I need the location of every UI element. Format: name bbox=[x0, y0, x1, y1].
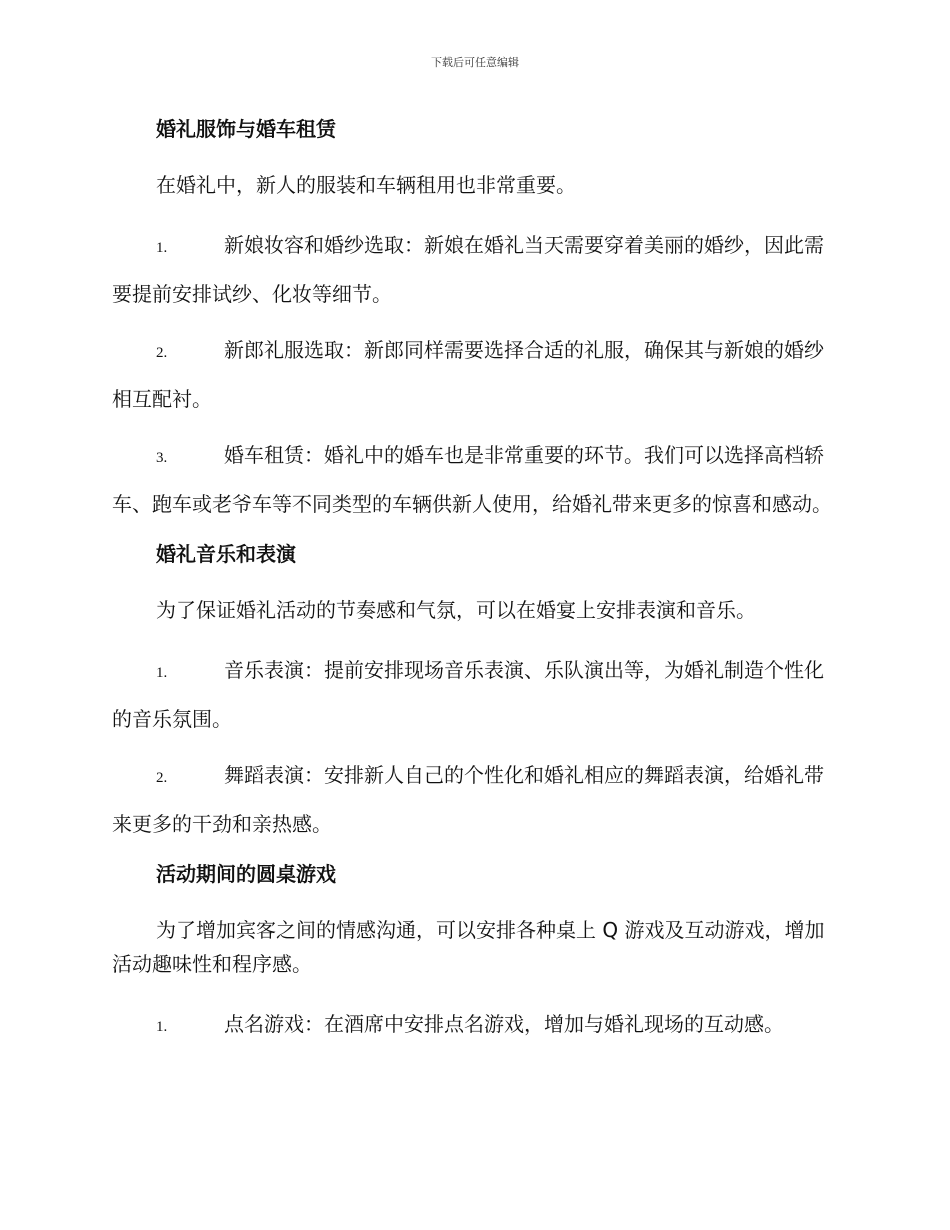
list-item-text: 新郎礼服选取：新郎同样需要选择合适的礼服，确保其与新娘的婚纱相互配衬。 bbox=[112, 338, 824, 411]
section-heading: 婚礼服饰与婚车租赁 bbox=[156, 117, 336, 141]
section-heading: 婚礼音乐和表演 bbox=[156, 542, 296, 566]
list-item-number: 1. bbox=[156, 1019, 168, 1035]
list-item bbox=[112, 752, 832, 847]
header-note: 下载后可任意编辑 bbox=[431, 56, 519, 69]
section-heading: 活动期间的圆桌游戏 bbox=[156, 862, 336, 886]
list-item-text: 婚车租赁：婚礼中的婚车也是非常重要的环节。我们可以选择高档轿车、跑车或老爷车等不同类型的车辆供新人使用，给婚礼带来更多的惊喜和感动。 bbox=[112, 443, 832, 516]
section-intro: 在婚礼中，新人的服装和车辆租用也非常重要。 bbox=[156, 173, 576, 197]
list-item bbox=[112, 222, 832, 317]
section-intro: 为了保证婚礼活动的节奏感和气氛，可以在婚宴上安排表演和音乐。 bbox=[156, 598, 756, 622]
document-body bbox=[112, 112, 832, 1060]
list-item bbox=[112, 1001, 832, 1050]
list-item-text: 新娘妆容和婚纱选取：新娘在婚礼当天需要穿着美丽的婚纱，因此需要提前安排试纱、化妆等细节。 bbox=[112, 233, 824, 306]
list-item-number: 2. bbox=[156, 345, 168, 361]
section-intro: 为了增加宾客之间的情感沟通，可以安排各种桌上 Q 游戏及互动游戏，增加活动趣味性和程序感。 bbox=[112, 918, 825, 976]
list-item bbox=[112, 327, 832, 422]
list-item-number: 1. bbox=[156, 240, 168, 256]
list-item-number: 1. bbox=[156, 665, 168, 681]
list-item-text: 点名游戏：在酒席中安排点名游戏，增加与婚礼现场的互动感。 bbox=[224, 1012, 784, 1036]
list-item-text: 舞蹈表演：安排新人自己的个性化和婚礼相应的舞蹈表演，给婚礼带来更多的干劲和亲热感。 bbox=[112, 763, 824, 836]
list-item-number: 3. bbox=[156, 450, 168, 466]
list-item bbox=[112, 432, 832, 527]
list-item bbox=[112, 647, 832, 742]
list-item-text: 音乐表演：提前安排现场音乐表演、乐队演出等，为婚礼制造个性化的音乐氛围。 bbox=[112, 658, 824, 731]
list-item-number: 2. bbox=[156, 770, 168, 786]
